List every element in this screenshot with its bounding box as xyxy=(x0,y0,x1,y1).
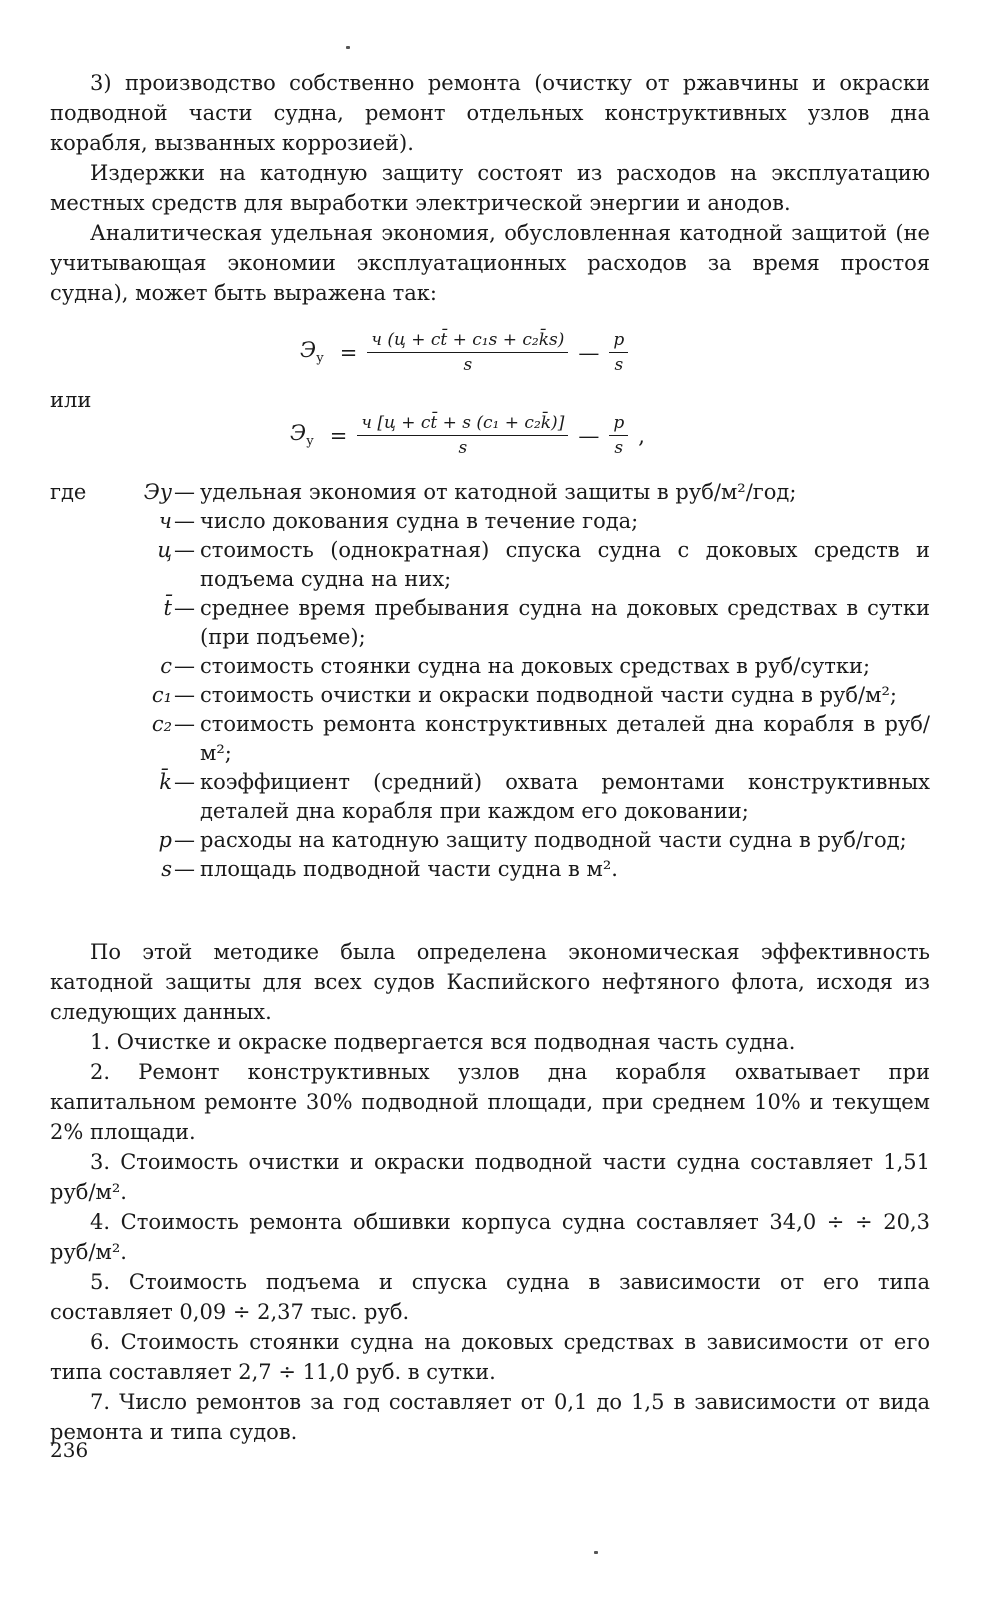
list-item: 7. Число ремонтов за год составляет от 0,1 до 1,5 в зависимости от вида ремонта и типа судов. xyxy=(50,1390,930,1444)
or-label: или xyxy=(50,388,92,412)
paragraph-repair: 3) производство собственно ремонта (очистку от ржавчины и окраски подводной части судна, ремонт отдельных конструктивных узлов дна корабля, вызванных коррозией). xyxy=(50,71,930,155)
intro-block xyxy=(50,68,930,308)
list-item: 5. Стоимость подъема и спуска судна в зависимости от его типа составляет 0,09 ÷ 2,37 тыс. руб. xyxy=(50,1270,930,1324)
formula-2-lhs: $Э_у$ xyxy=(290,421,314,450)
definition-item: s — площадь подводной части судна в м². xyxy=(161,857,618,881)
definition-item: c₂ — стоимость ремонта конструктивных деталей дна корабля в руб/м²; xyxy=(151,712,930,765)
paragraph-costs: Издержки на катодную защиту состоят из расходов на эксплуатацию местных средств для выработки электрической энергии и анодов. xyxy=(50,161,930,215)
list-item: 3. Стоимость очистки и окраски подводной части судна составляет 1,51 руб/м². xyxy=(50,1150,930,1204)
definitions-list xyxy=(50,478,930,884)
list-item: 2. Ремонт конструктивных узлов дна корабля охватывает при капитальном ремонте 30% подводной площади, при среднем 10% и текущем 2% площади. xyxy=(50,1060,930,1144)
definition-item: где Эу — удельная экономия от катодной защиты в руб/м²/год; xyxy=(50,480,797,504)
scan-speck xyxy=(346,46,350,49)
formula-1-fraction: $\frac{\text{ч (ц + ct̄ + c₁s + c₂k̄s)}}{s}$ xyxy=(367,330,568,375)
definition-item: t̄ — среднее время пребывания судна на доковых средствах в сутки (при подъеме); xyxy=(163,596,930,649)
list-item: 4. Стоимость ремонта обшивки корпуса судна составляет 34,0 ÷ ÷ 20,3 руб/м². xyxy=(50,1210,930,1264)
list-item: 1. Очистке и окраске подвергается вся подводная часть судна. xyxy=(90,1030,796,1054)
formula-2-fraction-p: $\frac{p}{s}$ xyxy=(609,413,628,458)
formula-1-lhs: $Э_у$ xyxy=(300,338,324,367)
formula-2: $Э_у$ = $\frac{\text{ч [ц + ct̄ + s (c₁ + c₂k̄)]}}{s}$ — $\frac{p}{s}$ , xyxy=(290,413,645,458)
page-number: 236 xyxy=(50,1438,89,1462)
scan-speck xyxy=(594,1551,598,1554)
definition-item: p — расходы на катодную защиту подводной части судна в руб/год; xyxy=(158,828,907,852)
method-block xyxy=(50,937,930,1447)
formula-1-fraction-p: $\frac{p}{s}$ xyxy=(609,330,628,375)
definition-item: c₁ — стоимость очистки и окраски подводной части судна в руб/м²; xyxy=(151,683,897,707)
definition-item: k̄ — коэффициент (средний) охвата ремонтами конструктивных деталей дна корабля при каждом его доковании; xyxy=(159,770,930,823)
definition-item: ц — стоимость (однократная) спуска судна с доковых средств и подъема судна на них; xyxy=(157,538,930,591)
formula-2-fraction: $\frac{\text{ч [ц + ct̄ + s (c₁ + c₂k̄)]}}{s}$ xyxy=(357,413,568,458)
paragraph-economy: Аналитическая удельная экономия, обусловленная катодной защитой (не учитывающая экономии эксплуатационных расходов за время простоя судна), может быть выражена так: xyxy=(50,221,930,305)
list-item: 6. Стоимость стоянки судна на доковых средствах в зависимости от его типа составляет 2,7 ÷ 11,0 руб. в сутки. xyxy=(50,1330,930,1384)
formula-1: $Э_у$ = $\frac{\text{ч (ц + ct̄ + c₁s + c₂k̄s)}}{s}$ — $\frac{p}{s}$ xyxy=(300,330,632,375)
definition-item: ч — число докования судна в течение года; xyxy=(158,509,639,533)
definition-item: c — стоимость стоянки судна на доковых средствах в руб/сутки; xyxy=(160,654,871,678)
paragraph-method: По этой методике была определена экономическая эффективность катодной защиты для всех судов Каспийского нефтяного флота, исходя из следующих данных. xyxy=(50,940,930,1024)
